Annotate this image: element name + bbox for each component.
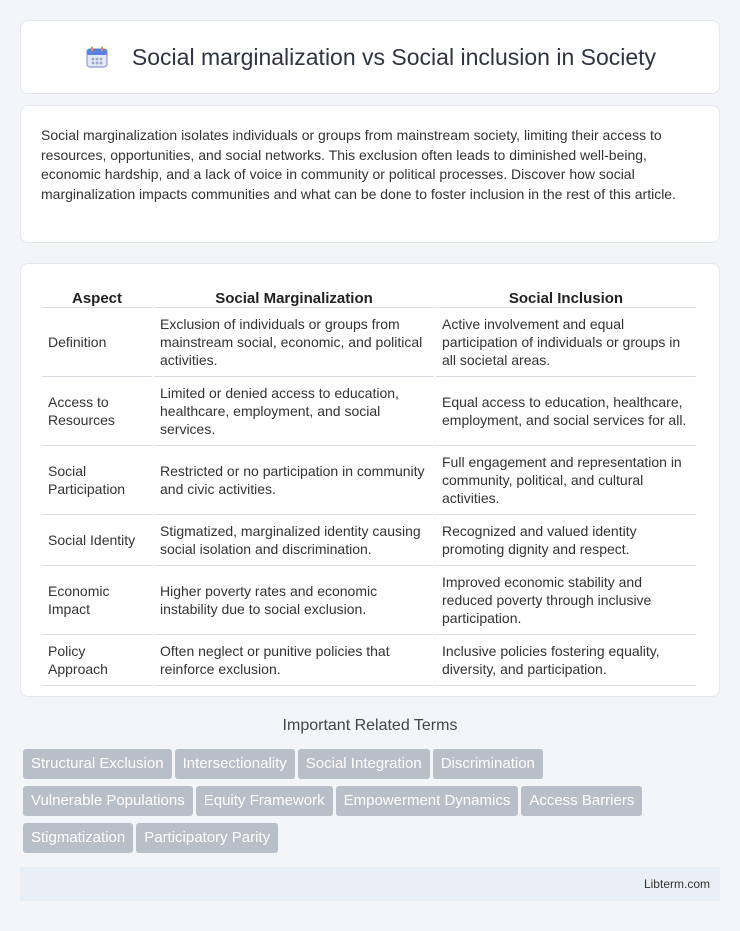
table-row [42, 515, 696, 566]
cell-marginalization: Stigmatized, marginalized identity causing social isolation and discrimination. [154, 515, 434, 566]
related-term-tag[interactable]: Structural Exclusion [23, 749, 172, 779]
table-row [42, 446, 696, 515]
cell-marginalization: Often neglect or punitive policies that reinforce exclusion. [154, 635, 434, 686]
related-terms-title: Important Related Terms [282, 717, 458, 734]
cell-marginalization: Restricted or no participation in community and civic activities. [154, 446, 434, 515]
related-term-tag[interactable]: Equity Framework [196, 786, 333, 816]
related-term-tag[interactable]: Empowerment Dynamics [336, 786, 519, 816]
cell-aspect: Social Participation [42, 446, 152, 515]
comparison-table-card [20, 263, 720, 697]
related-term-tag[interactable]: Social Integration [298, 749, 430, 779]
related-term-tag[interactable]: Access Barriers [521, 786, 642, 816]
comparison-table [40, 284, 698, 686]
footer [20, 867, 720, 901]
page-title: Social marginalization vs Social inclusion in Society [131, 43, 657, 70]
related-terms-list [23, 749, 703, 860]
cell-inclusion: Equal access to education, healthcare, employment, and social services for all. [436, 377, 696, 446]
table-header-row [42, 284, 696, 308]
cell-aspect: Access to Resources [42, 377, 152, 446]
header-aspect: Aspect [42, 284, 152, 308]
cell-aspect: Policy Approach [42, 635, 152, 686]
cell-inclusion: Active involvement and equal participation of individuals or groups in all societal areas. [436, 308, 696, 377]
cell-marginalization: Limited or denied access to education, healthcare, employment, and social services. [154, 377, 434, 446]
calendar-icon [84, 44, 110, 70]
intro-text: Social marginalization isolates individuals or groups from mainstream society, limiting their access to resources, opportunities, and social networks. This exclusion often leads to diminished well-being, economic hardship, and a lack of voice in community or political processes. Discover how social marginalization impacts communities and what can be done to foster inclusion in the rest of this article. [41, 127, 676, 202]
related-term-tag[interactable]: Stigmatization [23, 823, 133, 853]
cell-inclusion: Recognized and valued identity promoting dignity and respect. [436, 515, 696, 566]
related-term-tag[interactable]: Intersectionality [175, 749, 295, 779]
cell-aspect: Definition [42, 308, 152, 377]
cell-aspect: Economic Impact [42, 566, 152, 635]
cell-aspect: Social Identity [42, 515, 152, 566]
cell-inclusion: Inclusive policies fostering equality, diversity, and participation. [436, 635, 696, 686]
related-term-tag[interactable]: Discrimination [433, 749, 543, 779]
footer-site-link[interactable]: Libterm.com [643, 877, 710, 891]
related-term-tag[interactable]: Participatory Parity [136, 823, 278, 853]
table-row [42, 635, 696, 686]
page-title-row [84, 44, 656, 71]
cell-inclusion: Improved economic stability and reduced poverty through inclusive participation. [436, 566, 696, 635]
table-row [42, 566, 696, 635]
intro-card [20, 105, 720, 243]
header-marginalization: Social Marginalization [154, 284, 434, 308]
cell-marginalization: Higher poverty rates and economic instability due to social exclusion. [154, 566, 434, 635]
table-row [42, 308, 696, 377]
related-term-tag[interactable]: Vulnerable Populations [23, 786, 193, 816]
header-inclusion: Social Inclusion [436, 284, 696, 308]
cell-marginalization: Exclusion of individuals or groups from mainstream social, economic, and political activities. [154, 308, 434, 377]
table-row [42, 377, 696, 446]
cell-inclusion: Full engagement and representation in community, political, and cultural activities. [436, 446, 696, 515]
header-card [20, 20, 720, 94]
